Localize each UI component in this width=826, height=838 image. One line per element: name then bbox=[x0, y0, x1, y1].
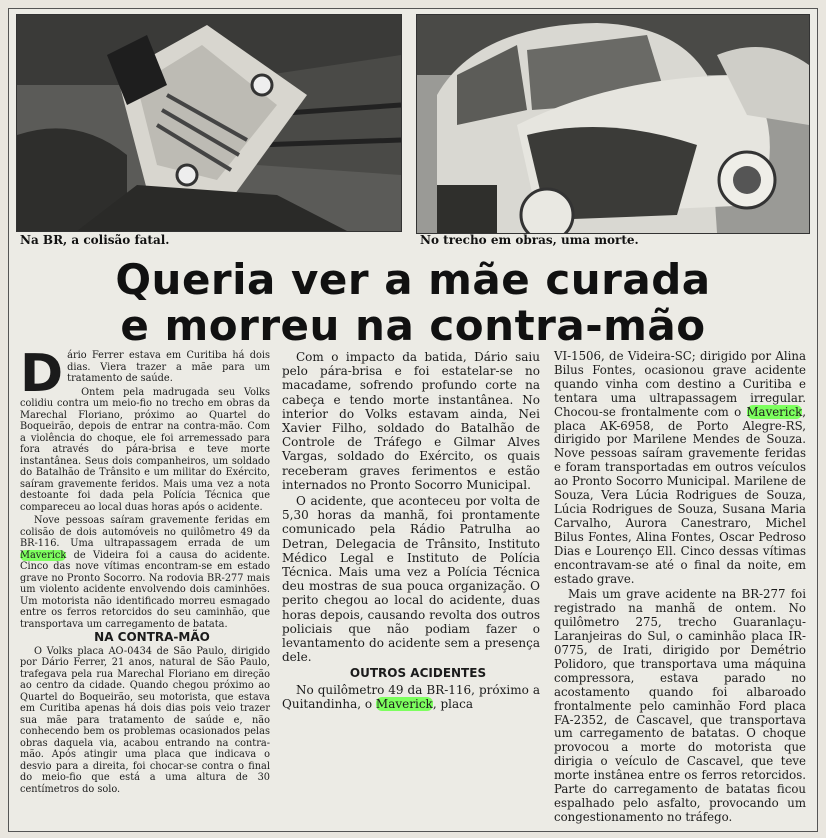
article-column-2 bbox=[282, 350, 540, 713]
article-text: Nove pessoas saíram gravemente feridas em colisão de dois automóveis no quilômetro 49 da BR-116. Uma ultrapassagem errada de um bbox=[20, 515, 270, 549]
article-paragraph: Com o impacto da batida, Dário saiu pelo pára-brisa e foi estatelar-se no macadame, sofrendo profundo corte na cabeça e tendo morte instantânea. No interior do Volks estavam ainda, Nei Xavier Filho, soldado do Batalhão de Controle de Tráfego e Gilmar Alves Vargas, soldado do Exército, os quais receberam graves ferimentos e estão internados no Pronto Socorro Municipal. bbox=[282, 350, 540, 492]
article-paragraph: Mais um grave acidente na BR-277 foi registrado na manhã de ontem. No quilômetro 275, trecho Guaranlaçu-Laranjeiras do Sul, o caminhão placa IR-0775, de Irati, dirigido por Demétrio Polidoro, que transportava uma máquina compressora, estava parado no acostamento quando foi albaroado frontalmente pelo caminhão Ford placa FA-2352, de Cascavel, que transportava um carregamento de batatas. O choque provocou a morte do motorista que dirigia o veículo de Cascavel, que teve morte instânea entre os ferros retorcidos. Parte do carregamento de batatas ficou espalhado pelo asfalto, provocando um congestionamento no tráfego. bbox=[554, 587, 806, 824]
article-column-3 bbox=[554, 350, 806, 827]
headline-line-2: e morreu na contra-mão bbox=[120, 301, 706, 350]
section-subhead: NA CONTRA-MÃO bbox=[94, 630, 210, 644]
headline-line-1: Queria ver a mãe curada bbox=[115, 255, 711, 304]
highlighted-word: Maverick bbox=[20, 549, 67, 561]
article-column-1 bbox=[20, 344, 270, 797]
article-text: No quilômetro 49 da BR-116, próximo a Quitandinha, o bbox=[282, 682, 540, 711]
article-text: , placa bbox=[432, 696, 473, 711]
right-photo-caption: No trecho em obras, uma morte. bbox=[420, 233, 639, 247]
article-paragraph bbox=[20, 344, 270, 404]
left-photo-caption: Na BR, a colisão fatal. bbox=[20, 233, 170, 247]
truck-crash-photo bbox=[16, 14, 402, 232]
article-paragraph bbox=[20, 515, 270, 630]
highlighted-word: Maverick bbox=[375, 696, 433, 711]
article-text: , placa AK-6958, de Porto Alegre-RS, dirigido por Marilene Mendes de Souza. Nove pessoas saíram gravemente feridas e foram transportadas em outros veículos ao Pronto Socorro Municipal. Marilene de Souza, Vera Lúcia Rodrigues de Souza, Lúcia Rodrigues de Souza, Susana Maria Carvalho, Aurora Canestraro, Michel Bilus Fontes, Alina Fontes, Oscar Pedroso Dias e Lourenço Ell. Cinco dessas vítimas encontravam-se até o final da noite, em estado grave. bbox=[554, 404, 806, 586]
article-text: de Videira foi a causa do acidente. Cinco das nove vítimas encontram-se em estado grave no Pronto Socorro. Na rodovia BR-277 mais um violento acidente envolvendo dois caminhões. Um motorista não identificado morreu esmagado entre os ferros retorcidos do seu caminhão, que transportava um carregamento de batata. bbox=[20, 549, 270, 630]
article-paragraph: O Volks placa AO-0434 de São Paulo, dirigido por Dário Ferrer, 21 anos, natural de São Paulo, trafegava pela rua Marechal Floriano em direção ao centro da cidade. Quando chegou próximo ao Quartel do Boqueirão, seu motorista, que estava em Curitiba apenas há dois dias pois veio trazer sua mãe para tratamento de saúde e, não conhecendo bem os problemas ocasionados pelas obras daquela via, acabou entrando na contra-mão. Após atingir uma placa que indicava o desvio para a direita, foi chocar-se contra o final do meio-fio que está a uma altura de 30 centímetros do solo. bbox=[20, 645, 270, 795]
article-paragraph bbox=[282, 683, 540, 711]
highlighted-word: Maverick bbox=[746, 404, 803, 419]
volks-crash-photo bbox=[416, 14, 810, 234]
drop-cap: D bbox=[20, 344, 64, 404]
article-text: VI-1506, de Videira-SC; dirigido por Alina Bilus Fontes, ocasionou grave acidente quando vinha com destino a Curitiba e tentara uma ultrapassagem irregular. Chocou-se frontalmente com o bbox=[554, 349, 806, 419]
article-paragraph: O acidente, que aconteceu por volta de 5,30 horas da manhã, foi prontamente comunicado pela Rádio Patrulha ao Detran, Delegacia de Trânsito, Instituto Médico Legal e Instituto de Polícia Técnica. Mais uma vez a Polícia Técnica deu mostras de sua pouca organização. O perito chegou ao local do acidente, duas horas depois, causando revolta dos outros policiais que não podiam fazer o levantamento do acidente sem a presença dele. bbox=[282, 494, 540, 665]
article-text: ário Ferrer estava em Curitiba há dois dias. Viera trazer a mãe para um tratamento de saúde. bbox=[67, 350, 270, 384]
article-paragraph bbox=[554, 350, 806, 586]
section-subhead: OUTROS ACIDENTES bbox=[349, 666, 487, 681]
article-paragraph: Ontem pela madrugada seu Volks colidiu contra um meio-fio no trecho em obras da Marechal Floriano, próximo ao Quartel do Boqueirão, depois de entrar na contra-mão. Com a violência do choque, ele foi arremessado para fora através do pára-brisa e teve morte instantânea. Seus dois companheiros, um soldado do Batalhão de Trânsito e um militar do Exército, saíram gravemente feridos. Mais uma vez a nota destoante foi dada pela Polícia Técnica que compareceu ao local duas horas após o acidente. bbox=[20, 386, 270, 513]
